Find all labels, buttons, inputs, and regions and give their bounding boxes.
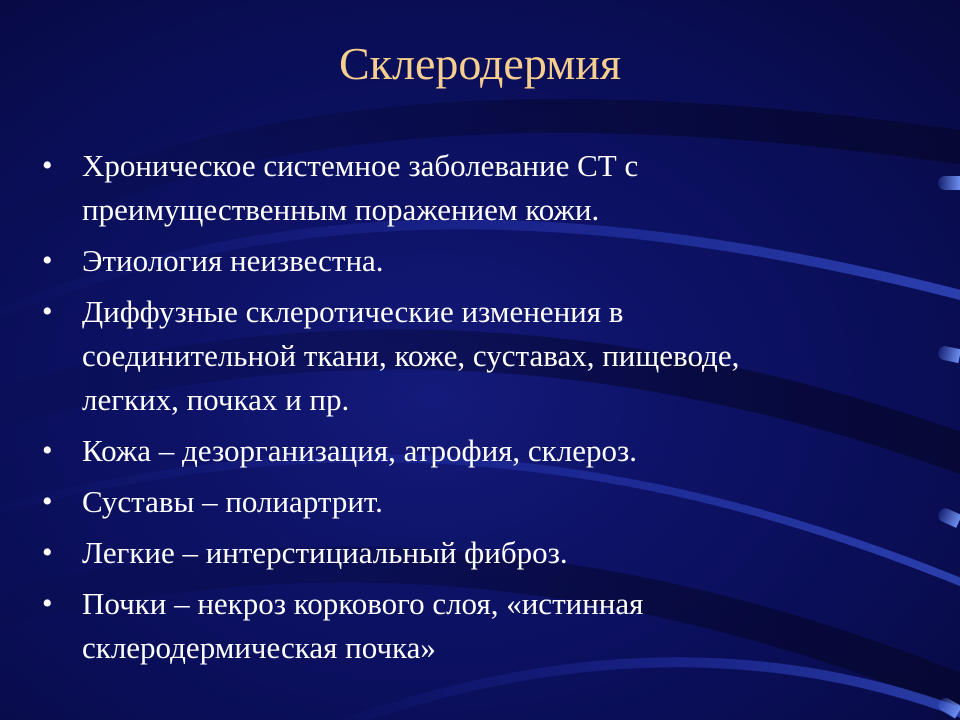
bullet-item xyxy=(38,290,918,422)
bullet-dot: • xyxy=(42,295,53,328)
bullet-dot: • xyxy=(42,149,53,182)
bullet-line: Этиология неизвестна. xyxy=(82,243,384,278)
bullet-dot: • xyxy=(42,536,53,569)
bullet-line: Кожа – дезорганизация, атрофия, склероз. xyxy=(82,433,637,468)
bullet-dot: • xyxy=(42,485,53,518)
bullet-dot: • xyxy=(42,244,53,277)
bullet-item xyxy=(38,429,918,473)
bullet-dot: • xyxy=(42,587,53,620)
bullet-item xyxy=(38,239,918,283)
bullet-item xyxy=(38,531,918,575)
bullet-item xyxy=(38,582,918,670)
edge-accent-1 xyxy=(938,176,960,190)
slide-title: Склеродермия xyxy=(338,38,622,89)
bullet-line: Хроническое системное заболевание СТ с xyxy=(82,148,639,183)
bullet-line: Легкие – интерстициальный фиброз. xyxy=(82,535,568,570)
bullet-line: Диффузные склеротические изменения в xyxy=(82,294,624,329)
bullet-list xyxy=(38,144,918,677)
bullet-line: Почки – некроз коркового слоя, «истинная xyxy=(82,586,644,621)
bullet-line: соединительной ткани, коже, суставах, пищеводе, xyxy=(82,338,740,373)
bullet-line: преимущественным поражением кожи. xyxy=(82,192,600,227)
bullet-line: Суставы – полиартрит. xyxy=(82,484,383,519)
bullet-item xyxy=(38,144,918,232)
bullet-line: легких, почках и пр. xyxy=(82,382,350,417)
bullet-dot: • xyxy=(42,434,53,467)
bullet-item xyxy=(38,480,918,524)
bullet-line: склеродермическая почка» xyxy=(82,630,436,665)
